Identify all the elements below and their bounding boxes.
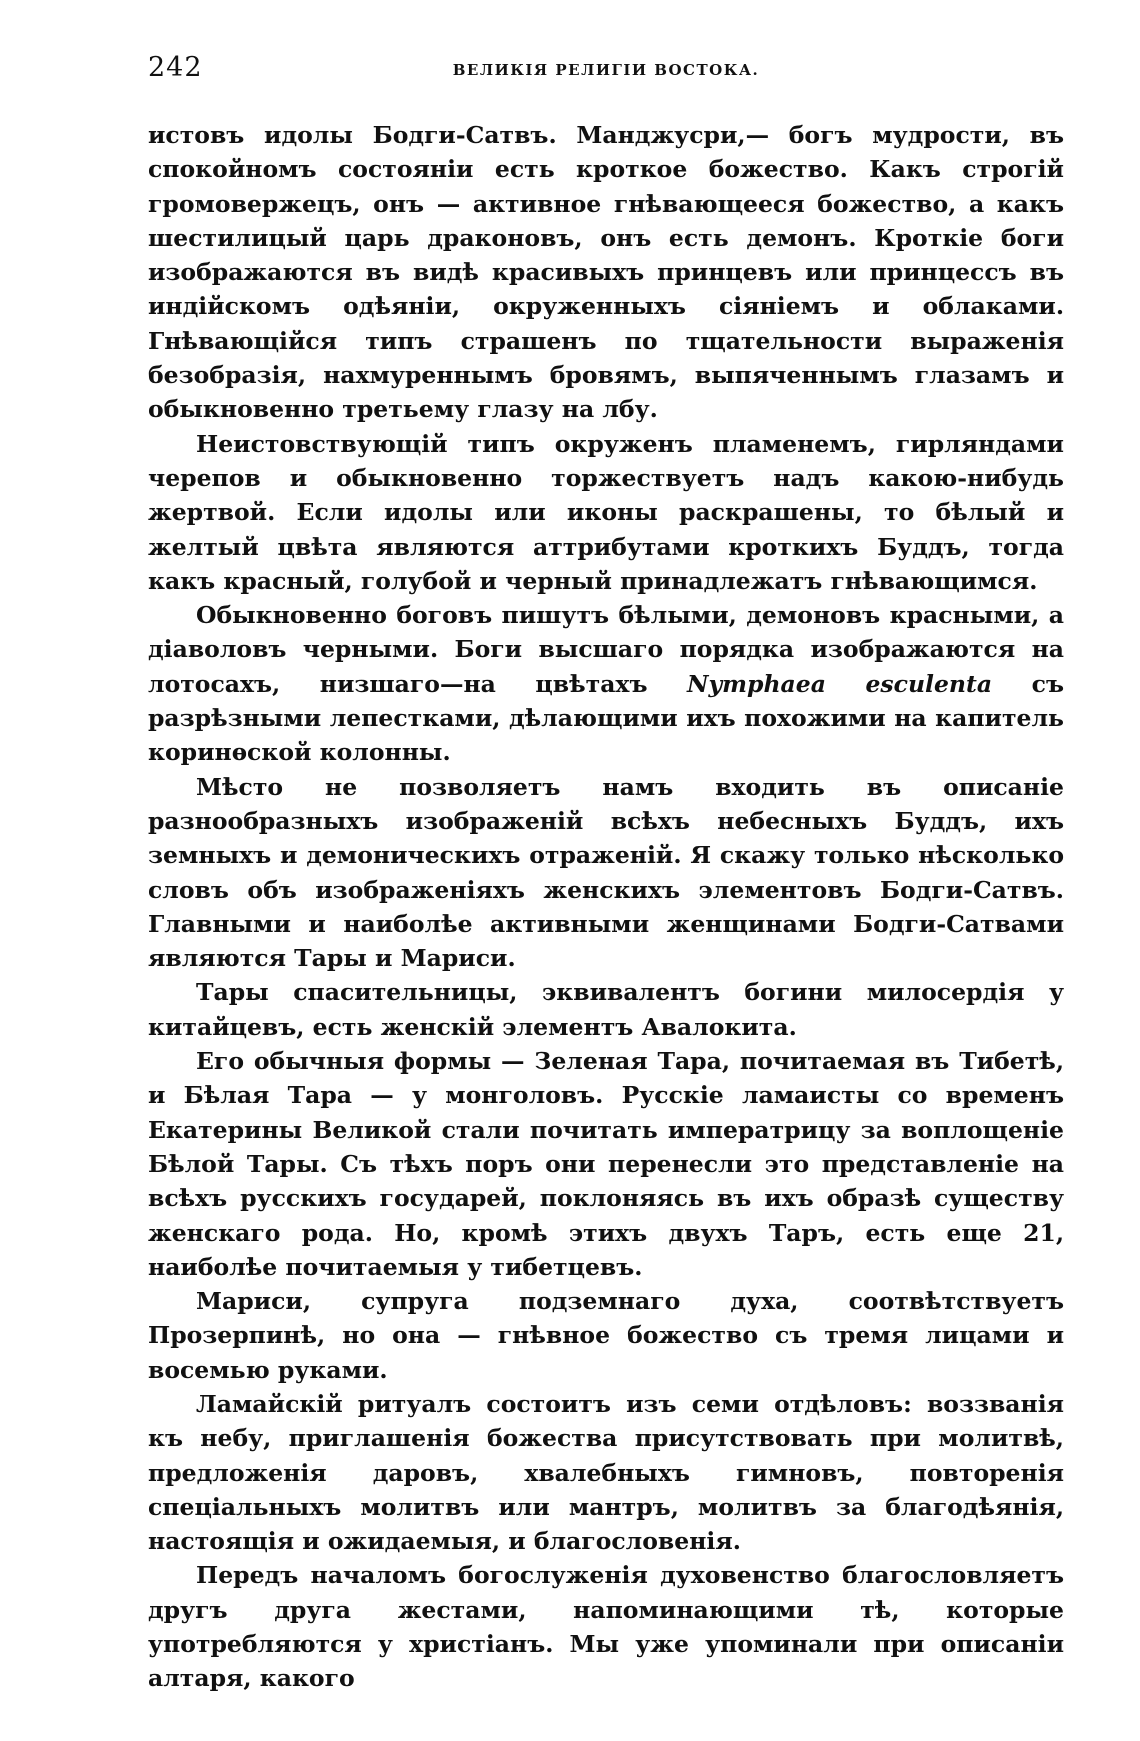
page-header — [148, 52, 1064, 92]
paragraph: Передъ началомъ богослуженія духовенство благословляетъ другъ друга жестами, напоминающими тѣ, которые употребляются у христіанъ. Мы уже упоминали при описаніи алтаря, какого — [148, 1561, 1064, 1693]
paragraph: Его обычныя формы — Зеленая Тара, почитаемая въ Тибетѣ, и Бѣлая Тара — у монголовъ. Русскіе ламаисты со временъ Екатерины Великой стали почитать императрицу за воплощеніе Бѣлой Тары. Съ тѣхъ поръ они перенесли это представленіе на всѣхъ русскихъ государей, поклоняясь въ ихъ образѣ существу женскаго рода. Но, кромѣ этихъ двухъ Таръ, есть еще 21, наиболѣе почитаемыя у тибетцевъ. — [148, 1047, 1064, 1281]
paragraph — [148, 598, 1064, 769]
running-title: ВЕЛИКІЯ РЕЛИГІИ ВОСТОКА. — [452, 61, 760, 79]
paragraph: Мѣсто не позволяетъ намъ входить въ описаніе разнообразныхъ изображеній всѣхъ небесныхъ Буддъ, ихъ земныхъ и демоническихъ отраженій. Я скажу только нѣсколько словъ объ изображеніяхъ женскихъ элементовъ Бодги-Сатвъ. Главными и наиболѣе активными женщинами Бодги-Сатвами являются Тары и Мариси. — [148, 772, 1064, 973]
paragraph-text: съ разрѣзными лепестками, дѣлающими ихъ похожими на капитель коринѳской колонны. — [148, 669, 1064, 767]
paragraph: Ламайскій ритуалъ состоитъ изъ семи отдѣловъ: воззванія къ небу, приглашенія божества присутствовать при молитвѣ, предложенія даровъ, хвалебныхъ гимновъ, повторенія спеціальныхъ молитвъ или мантръ, молитвъ за благодѣянія, настоящія и ожидаемыя, и благословенія. — [148, 1389, 1064, 1556]
paragraph: Тары спасительницы, эквивалентъ богини милосердія у китайцевъ, есть женскій элементъ Авалокита. — [148, 978, 1064, 1041]
paragraph: Мариси, супруга подземнаго духа, соотвѣтствуетъ Прозерпинѣ, но она — гнѣвное божество съ тремя лицами и восемью руками. — [148, 1287, 1064, 1384]
paragraph-text: Обыкновенно боговъ пишутъ бѣлыми, демоновъ красными, а діаволовъ черными. Боги высшаго порядка изображаются на лотосахъ, низшаго—на цвѣтахъ — [148, 601, 1064, 698]
body-text — [148, 118, 1064, 1696]
latin-plant-name: Nymphaea esculenta — [687, 669, 993, 698]
paragraph: Неистовствующій типъ окруженъ пламенемъ, гирляндами черепов и обыкновенно торжествуетъ надъ какою-нибудь жертвой. Если идолы или иконы раскрашены, то бѣлый и желтый цвѣта являются аттрибутами кроткихъ Буддъ, тогда какъ красный, голубой и черный принадлежатъ гнѣвающимся. — [148, 429, 1064, 595]
paragraph: истовъ идолы Бодги-Сатвъ. Манджусри,— богъ мудрости, въ спокойномъ состояніи есть кроткое божество. Какъ строгій громовержецъ, онъ — активное гнѣвающееся божество, а какъ шестилицый царь драконовъ, онъ есть демонъ. Кроткіе боги изображаются въ видѣ красивыхъ принцевъ или принцессъ въ индійскомъ одѣяніи, окруженныхъ сіяніемъ и облаками. Гнѣвающійся типъ страшенъ по тщательности выраженія безобразія, нахмуреннымъ бровямъ, выпяченнымъ глазамъ и обыкновенно третьему глазу на лбу. — [148, 121, 1064, 424]
page-number: 242 — [148, 52, 203, 83]
